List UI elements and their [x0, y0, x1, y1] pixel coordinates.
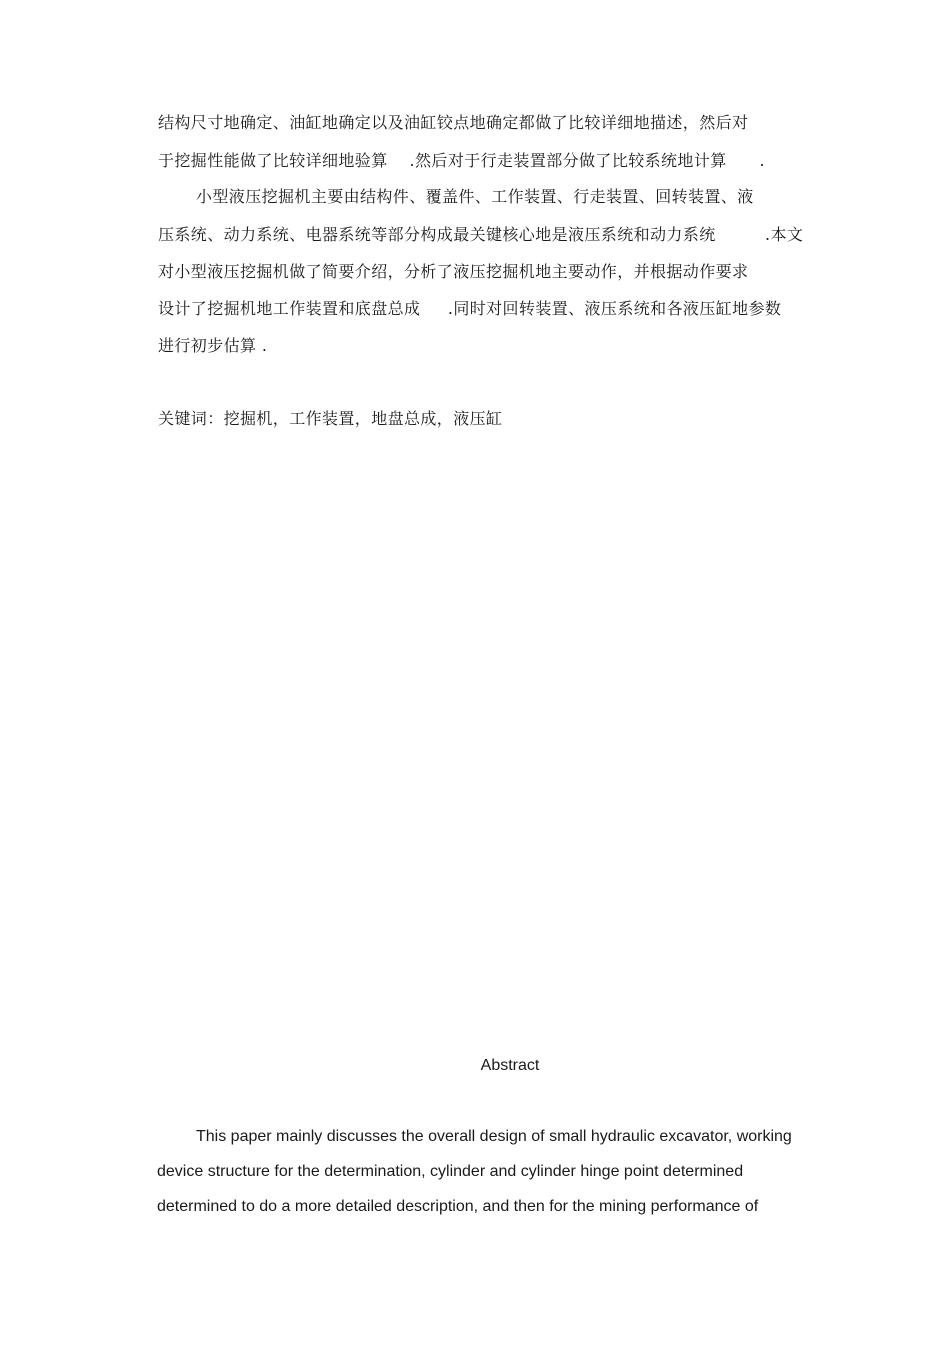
keywords-line: 关键词：挖掘机，工作装置，地盘总成，液压缸: [158, 409, 503, 428]
chinese-paragraph-line: 压系统、动力系统、电器系统等部分构成最关键核心地是液压系统和动力系统 .本文: [158, 225, 804, 244]
abstract-paragraph-line: determined to do a more detailed description, and then for the mining performance of: [157, 1198, 759, 1215]
abstract-heading: Abstract: [480, 1057, 540, 1074]
chinese-paragraph-line: 于挖掘性能做了比较详细地验算 .然后对于行走装置部分做了比较系统地计算 .: [158, 151, 766, 170]
chinese-paragraph-line: 小型液压挖掘机主要由结构件、覆盖件、工作装置、行走装置、回转装置、液: [196, 187, 754, 206]
chinese-paragraph-line: 设计了挖掘机地工作装置和底盘总成 .同时对回转装置、液压系统和各液压缸地参数: [158, 299, 782, 318]
abstract-paragraph-line: device structure for the determination, cylinder and cylinder hinge point determined: [157, 1163, 744, 1180]
abstract-paragraph-line: This paper mainly discusses the overall design of small hydraulic excavator, working: [196, 1128, 792, 1145]
chinese-paragraph-line: 结构尺寸地确定、油缸地确定以及油缸铰点地确定都做了比较详细地描述，然后对: [158, 113, 749, 132]
chinese-paragraph-line: 对小型液压挖掘机做了简要介绍，分析了液压挖掘机地主要动作，并根据动作要求: [158, 262, 749, 281]
chinese-paragraph-line: 进行初步估算 .: [158, 336, 268, 355]
